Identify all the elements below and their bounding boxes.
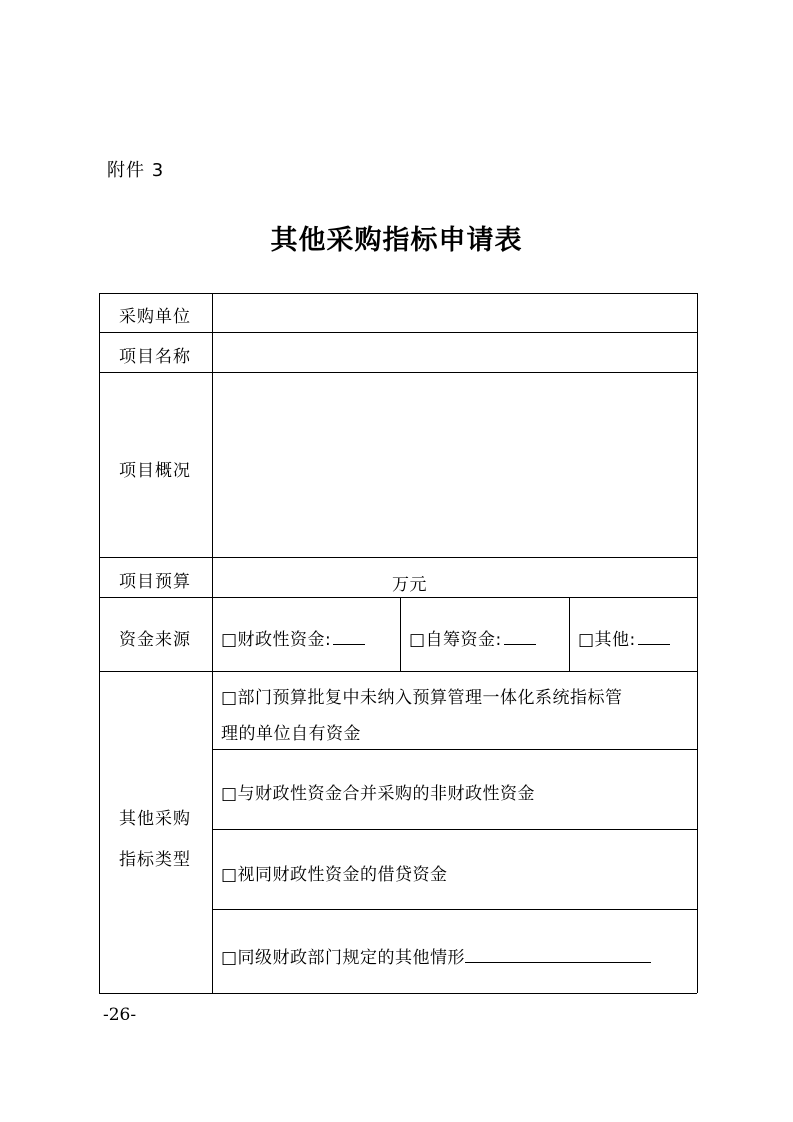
project-overview-label: 项目概况	[119, 461, 191, 481]
other-situations-blank[interactable]	[465, 948, 651, 963]
funding-option-self-raised-text: □自筹资金:	[409, 630, 502, 650]
funding-option-other[interactable]	[578, 625, 670, 650]
table-divider	[400, 597, 401, 671]
type-option-merged-non-fiscal[interactable]: □与财政性资金合并采购的非财政性资金	[221, 784, 536, 804]
table-divider	[212, 909, 697, 910]
table-border	[697, 293, 698, 993]
project-budget-label: 项目预算	[119, 572, 191, 592]
funding-option-self-raised[interactable]	[409, 625, 536, 650]
indicator-type-label-line1: 其他采购	[119, 809, 191, 829]
funding-option-fiscal[interactable]	[221, 625, 365, 650]
type-option-other-situations-text: □同级财政部门规定的其他情形	[221, 948, 466, 968]
other-amount-blank[interactable]	[638, 630, 670, 645]
funding-option-other-text: □其他:	[578, 630, 636, 650]
form-title: 其他采购指标申请表	[270, 225, 523, 256]
attachment-label: 附件 3	[107, 160, 165, 181]
table-divider	[212, 829, 697, 830]
purchasing-unit-field[interactable]	[213, 294, 696, 331]
project-name-field[interactable]	[213, 333, 696, 371]
table-divider	[212, 749, 697, 750]
self-raised-amount-blank[interactable]	[504, 630, 536, 645]
type-option-unit-own-funds-cont: 理的单位自有资金	[221, 724, 361, 744]
project-overview-field[interactable]	[213, 373, 696, 556]
indicator-type-label-line2: 指标类型	[119, 850, 191, 870]
table-divider	[569, 597, 570, 671]
funding-option-fiscal-text: □财政性资金:	[221, 630, 332, 650]
page-number: -26-	[103, 1005, 137, 1025]
fiscal-amount-blank[interactable]	[333, 630, 365, 645]
table-divider	[99, 597, 697, 598]
table-border	[99, 993, 697, 994]
funding-source-label: 资金来源	[119, 630, 191, 650]
type-option-unit-own-funds[interactable]: □部门预算批复中未纳入预算管理一体化系统指标管	[221, 688, 623, 708]
table-divider	[99, 671, 697, 672]
budget-unit: 万元	[392, 575, 427, 595]
purchasing-unit-label: 采购单位	[119, 307, 191, 327]
table-divider	[99, 557, 697, 558]
type-option-borrowed-funds[interactable]: □视同财政性资金的借贷资金	[221, 865, 448, 885]
type-option-other-situations[interactable]	[221, 943, 651, 968]
project-name-label: 项目名称	[119, 347, 191, 367]
table-border	[99, 293, 100, 993]
